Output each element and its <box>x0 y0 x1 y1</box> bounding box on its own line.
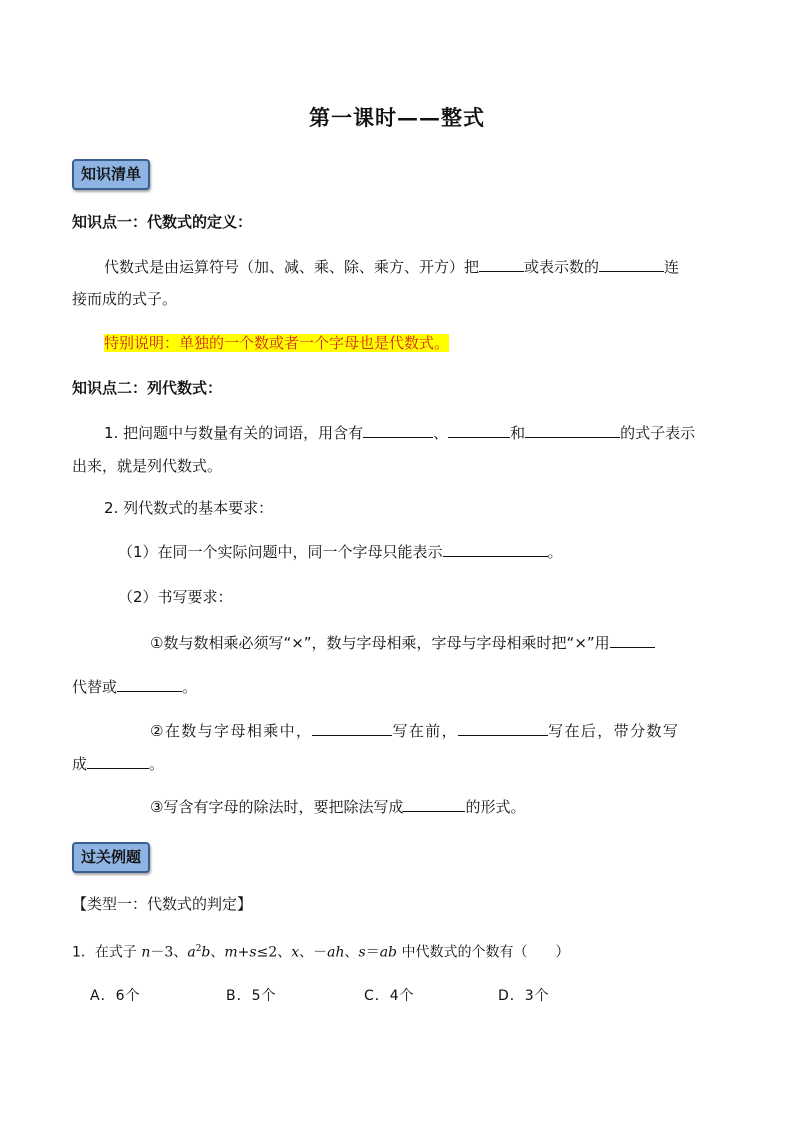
q1-exp: 2 <box>195 944 202 954</box>
blank-5 <box>525 423 620 438</box>
point2-item1-cont: 出来，就是列代数式。 <box>72 457 223 475</box>
point1-definition <box>104 257 679 277</box>
rule2-text-a: ②在数与字母相乘中， <box>150 722 313 740</box>
item1-text-a: 1. 把问题中与数量有关的词语，用含有 <box>104 424 364 442</box>
rule3-text-a: ③写含有字母的除法时，要把除法写成 <box>150 798 404 816</box>
q1-var-m: m <box>224 944 238 961</box>
blank-12 <box>403 797 465 812</box>
point2-sub2: （2）书写要求： <box>118 588 233 606</box>
q1-var-x: x <box>291 944 300 961</box>
q1-var-ah: ah <box>327 944 345 961</box>
option-c[interactable]: C．4个 <box>364 988 415 1004</box>
question-1 <box>72 939 569 963</box>
page-title: 第一课时——整式 <box>309 105 485 130</box>
blank-6 <box>443 542 548 557</box>
rule2-text-b: 写在前， <box>392 722 459 740</box>
q1-plus: + <box>237 944 250 961</box>
section-tag-knowledge: 知识清单 <box>72 159 150 190</box>
point2-item2: 2. 列代数式的基本要求： <box>104 499 274 517</box>
rule2-cont <box>72 754 164 774</box>
point1-text-b: 或表示数的 <box>524 258 600 276</box>
q1-prefix: 1．在式子 <box>72 944 137 961</box>
point2-heading: 知识点二：列代数式： <box>72 379 223 397</box>
rule1-text-c: 。 <box>182 678 198 696</box>
q1-suffix: 中代数式的个数有（ ） <box>401 944 570 961</box>
point2-item1 <box>104 423 695 443</box>
rule3 <box>150 797 525 817</box>
blank-8 <box>117 677 182 692</box>
item1-text-c: 和 <box>510 424 526 442</box>
option-b[interactable]: B．5个 <box>226 988 277 1004</box>
blank-2 <box>599 257 664 272</box>
blank-1 <box>479 257 524 272</box>
rule2-text-e: 。 <box>149 755 165 773</box>
rule3-text-b: 的形式。 <box>465 798 526 816</box>
point1-text-c: 连 <box>664 258 680 276</box>
option-d[interactable]: D．3个 <box>498 988 550 1004</box>
option-a[interactable]: A．6个 <box>90 988 141 1004</box>
blank-10 <box>458 721 548 736</box>
point1-heading: 知识点一：代数式的定义： <box>72 213 253 231</box>
q1-sep2: 、－ <box>299 944 328 961</box>
rule1-text-b: 代替或 <box>72 678 118 696</box>
sub1-text-a: （1）在同一个实际问题中，同一个字母只能表示 <box>118 543 443 561</box>
q1-var-a: a <box>187 944 196 961</box>
section-tag-examples: 过关例题 <box>72 842 150 873</box>
q1-le: ≤2、 <box>256 944 292 961</box>
q1-var-s: s <box>249 944 257 961</box>
rule1 <box>150 633 655 653</box>
rule1-cont <box>72 677 197 697</box>
point1-text-a: 代数式是由运算符号（加、减、乘、除、乘方、开方）把 <box>104 258 480 276</box>
blank-4 <box>448 423 510 438</box>
sub1-text-b: 。 <box>547 543 563 561</box>
point1-definition-cont: 接而成的式子。 <box>72 290 178 308</box>
item1-text-d: 的式子表示 <box>620 424 696 442</box>
q1-var-s2: s <box>358 944 366 961</box>
q1-var-b: b <box>201 944 211 961</box>
blank-11 <box>87 754 149 769</box>
blank-9 <box>312 721 392 736</box>
q1-var-n: n <box>141 944 151 961</box>
type1-heading: 【类型一：代数式的判定】 <box>72 895 253 913</box>
blank-7 <box>610 633 655 648</box>
q1-sep3: 、 <box>344 944 359 961</box>
q1-var-ab: ab <box>379 944 398 961</box>
point1-note <box>104 333 449 353</box>
q1-eq: ＝ <box>365 944 380 961</box>
rule2-text-c: 写在后，带分数写 <box>548 722 680 740</box>
point2-sub1 <box>118 542 563 562</box>
highlight-note: 特别说明：单独的一个数或者一个字母也是代数式。 <box>104 334 450 352</box>
q1-sep1: 、 <box>210 944 225 961</box>
item1-text-b: 、 <box>433 424 449 442</box>
rule1-text-a: ①数与数相乘必须写“×”，数与字母相乘，字母与字母相乘时把“×”用 <box>150 634 610 652</box>
q1-minus3: －3、 <box>150 944 188 961</box>
blank-3 <box>363 423 433 438</box>
rule2 <box>150 721 679 741</box>
rule2-text-d: 成 <box>72 755 88 773</box>
